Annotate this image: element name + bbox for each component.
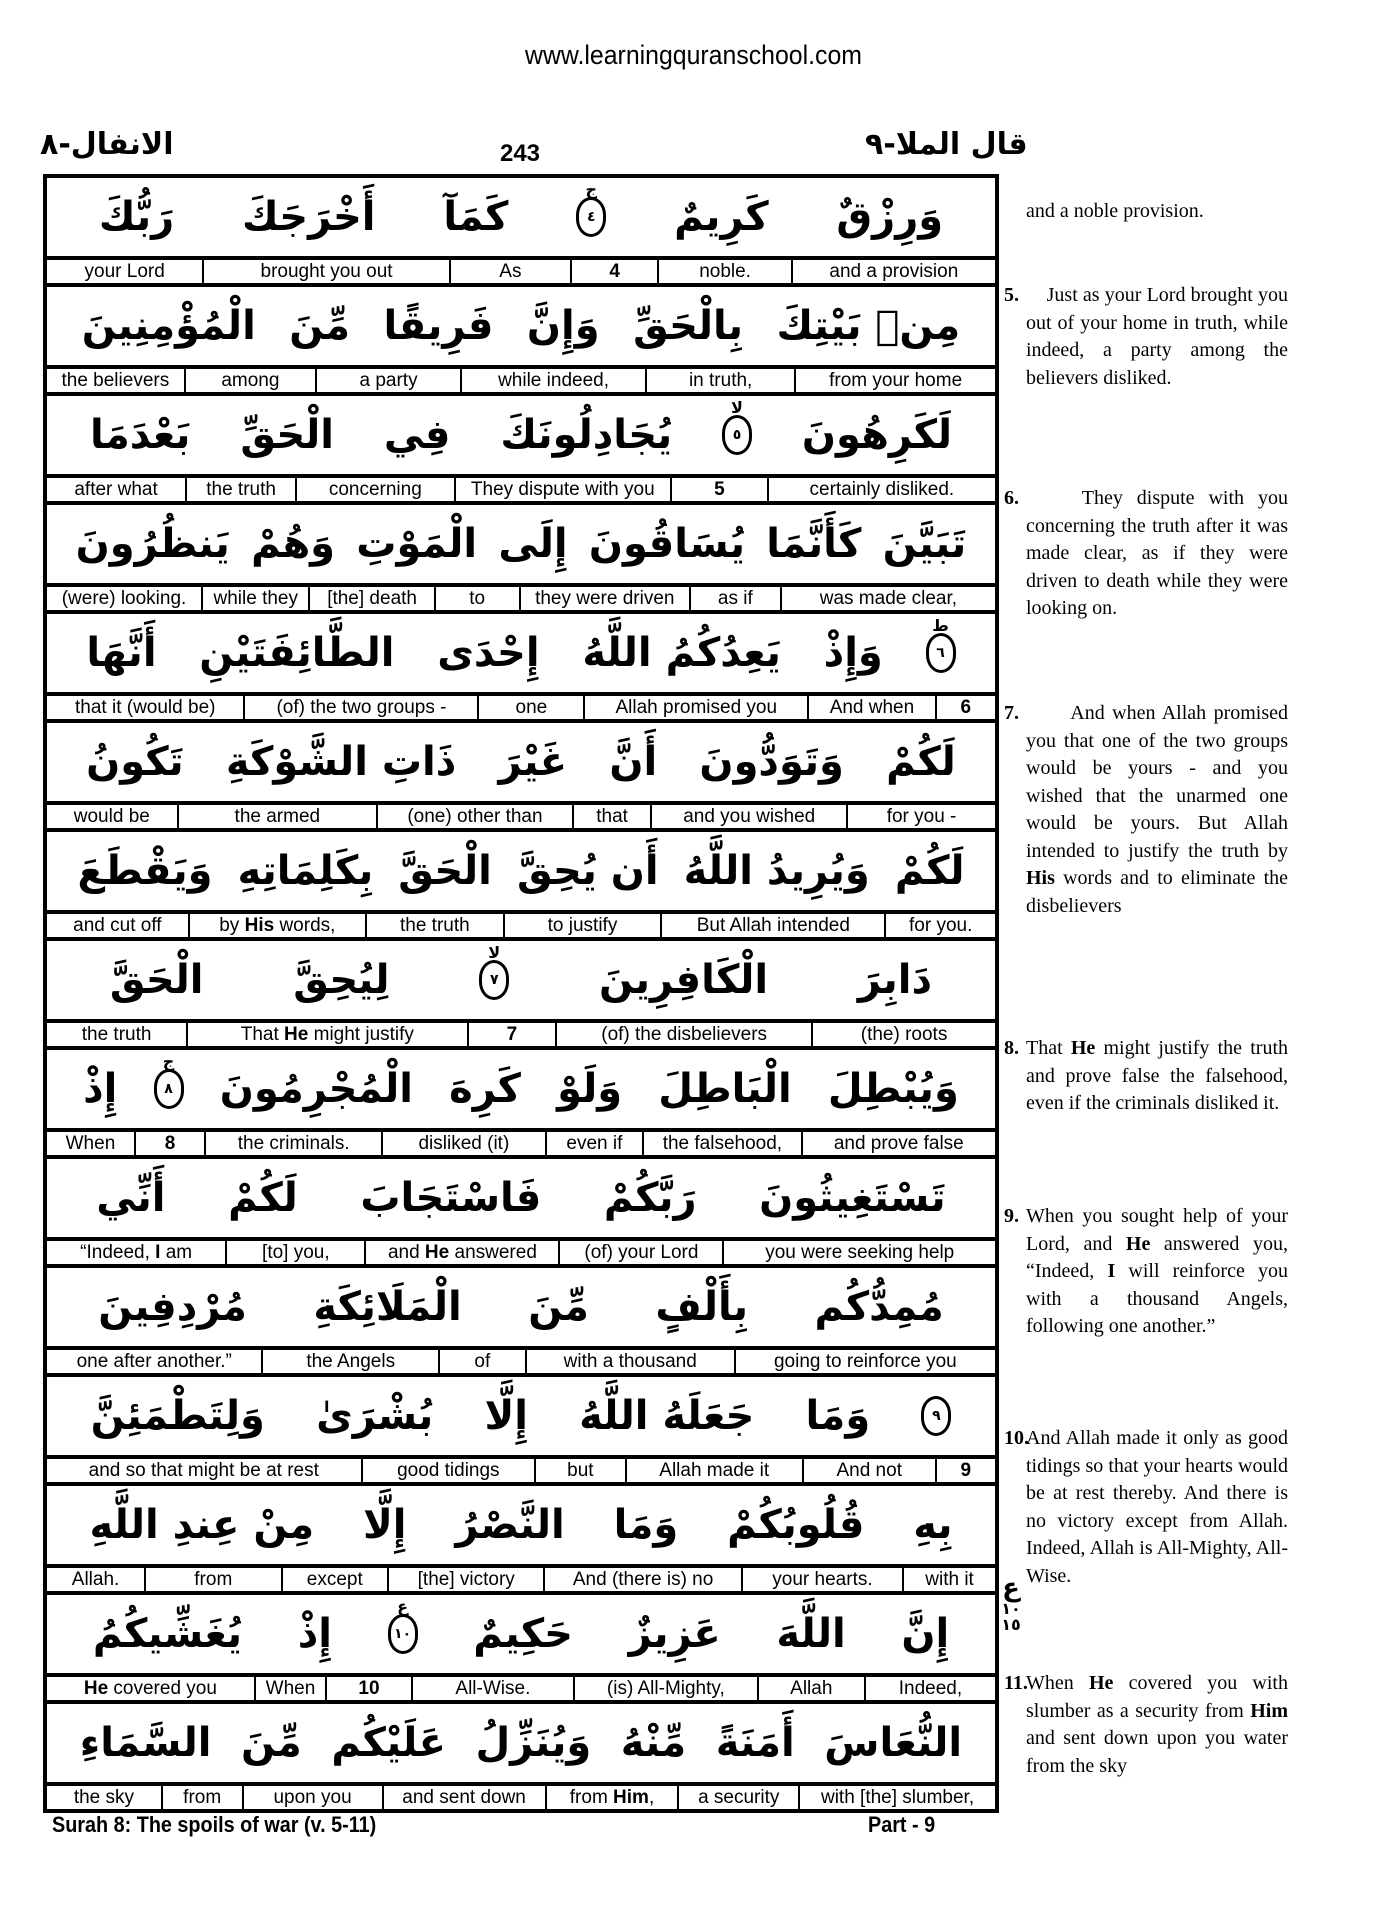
waqf-sign: لا <box>731 398 743 417</box>
arabic-row <box>47 1595 995 1677</box>
ruku-letter: ع <box>1002 1573 1020 1603</box>
gloss-cell: after what <box>74 478 158 500</box>
gloss-cell: would be <box>73 805 150 827</box>
gloss-cell: (one) other than <box>376 805 572 828</box>
arabic-word: النَّصْرُ <box>455 1502 565 1548</box>
gloss-cell: (the) roots <box>811 1023 995 1046</box>
gloss-cell: disliked (it) <box>381 1132 544 1155</box>
arabic-word: الْمُؤْمِنِينَ <box>81 303 256 349</box>
translation-text: They dispute with you concerning the truth after it was made clear, as if they were driven to death while they were looking on. <box>1026 487 1288 619</box>
translation-paragraph <box>1004 700 1288 920</box>
gloss-row <box>47 805 995 832</box>
arabic-word: الْمَلَائِكَةِ <box>313 1284 462 1330</box>
gloss-cell: your hearts. <box>741 1568 902 1591</box>
verse-number: 6. <box>1004 487 1019 509</box>
arabic-word: الْحَقِّ <box>240 412 334 458</box>
translation-paragraph <box>1004 1670 1288 1780</box>
arabic-word: بِكَلِمَاتِهِ <box>237 848 374 894</box>
gloss-cell: with a thousand <box>525 1350 734 1373</box>
gloss-row <box>47 696 995 723</box>
gloss-text: words, <box>274 914 336 936</box>
arabic-row <box>47 178 995 260</box>
gloss-ayah-number: 8 <box>134 1132 204 1155</box>
arabic-word: أَخْرَجَكَ <box>242 194 376 240</box>
arabic-word: قُلُوبُكُمْ <box>727 1502 865 1548</box>
arabic-word: تَبَيَّنَ <box>882 521 967 567</box>
gloss-ayah-number: 5 <box>670 478 767 501</box>
arabic-word: لِيُحِقَّ <box>293 957 390 1003</box>
gloss-ayah-number: 7 <box>467 1023 556 1046</box>
arabic-row <box>47 723 995 805</box>
translation-text: And Allah made it only as good tidings so that your hearts would be at rest thereby. And there is no victory except from Allah. Indeed, Allah is All-Mighty, All-Wise. <box>1026 1427 1288 1587</box>
gloss-cell: the criminals. <box>204 1132 381 1155</box>
arabic-word: لَكُمْ <box>228 1175 298 1221</box>
arabic-row <box>47 1050 995 1132</box>
gloss-row <box>47 1677 995 1704</box>
gloss-cell: (of) the disbelievers <box>555 1023 811 1046</box>
gloss-text: covered you <box>108 1677 217 1699</box>
gloss-cell: They dispute with you <box>454 478 670 501</box>
arabic-word: مِّنْهُ <box>620 1720 687 1766</box>
ayah-number-icon <box>154 1052 184 1109</box>
arabic-word: يُسَاقُونَ <box>588 521 745 567</box>
gloss-text: , <box>648 1786 655 1808</box>
arabic-word: وَإِذْ <box>823 630 883 676</box>
arabic-word: مُمِدُّكُم <box>814 1284 944 1330</box>
gloss-cell: as if <box>689 587 780 610</box>
gloss-cell: and sent down <box>382 1786 545 1809</box>
gloss-cell: going to reinforce you <box>734 1350 995 1373</box>
arabic-word: إِنَّ <box>901 1611 950 1657</box>
ayah-number: ١٠ <box>394 1626 412 1642</box>
translation-paragraph <box>1004 282 1288 392</box>
gloss-cell <box>47 1241 225 1264</box>
arabic-word: وَهُمْ <box>251 521 336 567</box>
arabic-word: جَعَلَهُ اللَّهُ <box>579 1393 755 1439</box>
ayah-number-icon <box>926 616 956 673</box>
gloss-cell <box>186 1023 466 1046</box>
gloss-cell: Indeed, <box>864 1677 995 1700</box>
gloss-cell: they were driven <box>519 587 689 610</box>
arabic-word: حَكِيمٌ <box>473 1611 573 1657</box>
arabic-word: يُغَشِّيكُمُ <box>92 1611 243 1657</box>
arabic-word: لَكُمْ <box>894 848 965 894</box>
gloss-cell: good tidings <box>361 1459 535 1482</box>
gloss-cell: with [the] slumber, <box>798 1786 995 1809</box>
gloss-cell <box>545 1786 678 1809</box>
arabic-word: اللَّهَ <box>776 1611 846 1657</box>
translation-text: And when Allah promised you that one of the two groups would be yours - and you wished that the unarmed one would be yours. But Allah intended to justify the truth by <box>1026 702 1288 862</box>
gloss-cell: from your home <box>794 369 995 392</box>
gloss-cell: that it (would be) <box>75 696 216 718</box>
gloss-cell <box>188 914 365 937</box>
gloss-cell: [the] victory <box>387 1568 543 1591</box>
gloss-cell: you were seeking help <box>722 1241 995 1264</box>
arabic-word: لَكُمْ <box>886 739 956 785</box>
gloss-cell: while they <box>201 587 308 610</box>
arabic-row <box>47 1704 995 1786</box>
arabic-word: أَنِّي <box>96 1175 166 1221</box>
arabic-word: كَأَنَّمَا <box>766 521 862 567</box>
gloss-cell <box>47 1677 254 1700</box>
gloss-cell: (of) the two groups - <box>243 696 477 719</box>
arabic-word: غَيْرَ <box>498 739 568 785</box>
arabic-word: تَكُونُ <box>86 739 184 785</box>
arabic-word: رَبُّكَ <box>98 194 175 240</box>
ayah-number: ٥ <box>732 427 742 443</box>
arabic-word: وَلِتَطْمَئِنَّ <box>90 1393 265 1439</box>
gloss-cell: the believers <box>61 369 170 391</box>
gloss-cell: except <box>281 1568 388 1591</box>
verse-number: 8. <box>1004 1037 1019 1059</box>
arabic-row <box>47 287 995 369</box>
gloss-text: and <box>387 1241 425 1263</box>
arabic-word: مِنۢ بَيْتِكَ <box>776 303 961 349</box>
verse-number: 11. <box>1004 1672 1028 1694</box>
arabic-word: وَتَوَدُّونَ <box>699 739 844 785</box>
arabic-word: وَيُرِيدُ اللَّهُ <box>683 848 870 894</box>
arabic-word: بِأَلْفٍ <box>655 1284 749 1330</box>
arabic-word: النُّعَاسَ <box>824 1720 963 1766</box>
gloss-cell: (is) All-Mighty, <box>573 1677 757 1700</box>
gloss-cell: for you. <box>884 914 995 937</box>
gloss-cell: of <box>438 1350 525 1373</box>
arabic-word: وَيُنَزِّلُ <box>475 1720 592 1766</box>
translation-text: When you sought help of your Lord, and <box>1026 1205 1288 1255</box>
gloss-cell: concerning <box>295 478 454 501</box>
arabic-row <box>47 1268 995 1350</box>
arabic-word: رَبَّكُمْ <box>603 1175 697 1221</box>
arabic-row <box>47 1486 995 1568</box>
arabic-word: وَلَوْ <box>557 1066 623 1112</box>
gloss-cell: noble. <box>657 260 790 283</box>
arabic-word: أَنَّهَا <box>86 630 157 676</box>
gloss-cell: with it <box>902 1568 995 1591</box>
arabic-word: إِلَّا <box>484 1393 528 1439</box>
gloss-cell: and you wished <box>650 805 846 828</box>
gloss-cell: the truth <box>185 478 295 501</box>
gloss-text: am <box>160 1241 193 1263</box>
gloss-cell: All-Wise. <box>411 1677 573 1700</box>
verse-number: 5. <box>1004 284 1019 306</box>
arabic-word: يَنظُرُونَ <box>75 521 230 567</box>
gloss-cell: and a provision <box>791 260 995 283</box>
arabic-word: إِلَّا <box>363 1502 407 1548</box>
gloss-cell: for you - <box>846 805 995 828</box>
gloss-cell: a party <box>315 369 460 392</box>
arabic-word: أَنَّ <box>609 739 658 785</box>
arabic-word: الْمُجْرِمُونَ <box>219 1066 413 1112</box>
translation-bold-text: Him <box>1250 1699 1288 1722</box>
ruku-marker <box>997 1575 1025 1633</box>
gloss-cell: and cut off <box>73 914 162 936</box>
arabic-word: الْحَقَّ <box>109 957 204 1003</box>
arabic-word: وَمَا <box>805 1393 871 1439</box>
arabic-word: وَيَقْطَعَ <box>77 848 213 894</box>
gloss-cell: brought you out <box>202 260 448 283</box>
translation-text: might justify the truth and prove false the falsehood, even if the criminals disliked it. <box>1026 1037 1288 1114</box>
gloss-cell: in truth, <box>645 369 794 392</box>
gloss-cell: And not <box>802 1459 935 1482</box>
gloss-cell: was made clear, <box>780 587 995 610</box>
arabic-word: فَرِيقًا <box>383 303 494 349</box>
gloss-cell: even if <box>545 1132 643 1155</box>
arabic-word: لَكَرِهُونَ <box>801 412 952 458</box>
arabic-row <box>47 1159 995 1241</box>
translation-bold-text: His <box>1026 867 1055 889</box>
verse-number: 7. <box>1004 702 1019 724</box>
arabic-row <box>47 614 995 696</box>
arabic-word: بُشْرَىٰ <box>316 1393 434 1439</box>
arabic-row <box>47 832 995 914</box>
arabic-word: بِهِ <box>913 1502 953 1548</box>
gloss-text: answered <box>449 1241 537 1263</box>
gloss-cell: to justify <box>503 914 661 937</box>
gloss-row <box>47 478 995 505</box>
waqf-sign: ج <box>162 1052 175 1071</box>
gloss-cell: (were) looking. <box>61 587 187 609</box>
gloss-cell: while indeed, <box>460 369 645 392</box>
gloss-ayah-number: 10 <box>325 1677 411 1700</box>
gloss-cell: and prove false <box>801 1132 995 1155</box>
arabic-word: مِّنَ <box>289 303 351 349</box>
waqf-sign: ع <box>397 1597 409 1616</box>
surah-name-arabic: الانفال-٨ <box>40 127 174 162</box>
ayah-number-icon <box>479 943 509 1000</box>
gloss-row <box>47 1459 995 1486</box>
translation-text: words and to eliminate the disbelievers <box>1026 867 1288 917</box>
word-by-word-table <box>43 174 999 1813</box>
gloss-cell: but <box>534 1459 624 1482</box>
ruku-number: ١٠ <box>1001 1599 1021 1618</box>
gloss-row <box>47 1023 995 1050</box>
gloss-bold-text: He <box>424 1241 450 1263</box>
gloss-text: from <box>569 1786 614 1808</box>
arabic-row <box>47 941 995 1023</box>
arabic-word: ذَاتِ الشَّوْكَةِ <box>225 739 457 785</box>
gloss-cell: the armed <box>177 805 376 828</box>
footer-surah-title: Surah 8: The spoils of war (v. 5-11) <box>52 1812 377 1837</box>
arabic-word: إِذْ <box>83 1066 118 1112</box>
arabic-word: وَمَا <box>613 1502 679 1548</box>
gloss-cell: Allah. <box>71 1568 120 1590</box>
arabic-word: مُرْدِفِينَ <box>98 1284 247 1330</box>
arabic-word: بَعْدَمَا <box>89 412 191 458</box>
gloss-cell: [the] death <box>308 587 433 610</box>
gloss-cell: (of) your Lord <box>558 1241 722 1264</box>
gloss-ayah-number: 4 <box>570 260 657 283</box>
gloss-cell: one after another.” <box>76 1350 232 1372</box>
gloss-cell: and so that might be at rest <box>88 1459 319 1481</box>
gloss-cell: Allah promised you <box>583 696 807 719</box>
gloss-row <box>47 369 995 396</box>
footer-part: Part - 9 <box>868 1812 936 1837</box>
juz-name-arabic: قال الملا-٩ <box>865 127 1028 162</box>
arabic-word: الْبَاطِلَ <box>658 1066 792 1112</box>
ayah-number: ٤ <box>586 209 596 225</box>
waqf-sign: ج <box>585 180 598 199</box>
ayah-number-icon <box>722 398 752 455</box>
gloss-cell: the sky <box>73 1786 135 1808</box>
page-number: 243 <box>499 140 541 167</box>
arabic-word: كَمَآ <box>443 194 509 240</box>
translation-text: answered you, “Indeed, <box>1026 1232 1288 1282</box>
waqf-sign: ط <box>932 616 949 635</box>
arabic-word: دَابِرَ <box>857 957 933 1003</box>
arabic-word: الْكَافِرِينَ <box>599 957 769 1003</box>
gloss-cell: to <box>434 587 519 610</box>
gloss-cell: [to] you, <box>225 1241 364 1264</box>
arabic-word: أَمَنَةً <box>715 1720 795 1766</box>
gloss-cell: among <box>184 369 315 392</box>
arabic-row <box>47 1377 995 1459</box>
gloss-row <box>47 1132 995 1159</box>
gloss-bold-text: I <box>155 1241 161 1263</box>
translation-bold-text: He <box>1125 1232 1151 1255</box>
translation-paragraph <box>1004 1035 1288 1118</box>
ayah-number: ٨ <box>164 1081 173 1097</box>
arabic-word: وَرِزْقٌ <box>836 194 944 240</box>
arabic-word: مِّنَ <box>241 1720 302 1766</box>
verse-number: 10. <box>1004 1427 1029 1449</box>
website-url[interactable]: www.learningquranschool.com <box>525 40 862 70</box>
gloss-cell: one <box>477 696 583 719</box>
ayah-number: ٧ <box>489 972 499 988</box>
verse-number: 9. <box>1004 1205 1019 1227</box>
arabic-word: عَزِيزٌ <box>628 1611 721 1657</box>
arabic-word: الطَّائِفَتَيْنِ <box>199 630 395 676</box>
arabic-word: كَرِهَ <box>449 1066 521 1112</box>
ayah-number-icon <box>921 1396 951 1436</box>
gloss-bold-text: His <box>244 914 275 936</box>
gloss-text: by <box>219 914 245 936</box>
gloss-cell: As <box>449 260 570 283</box>
translation-bold-text: I <box>1107 1260 1116 1282</box>
translation-bold-text: He <box>1089 1672 1114 1694</box>
gloss-cell: And (there is) no <box>543 1568 740 1591</box>
arabic-row <box>47 505 995 587</box>
gloss-bold-text: He <box>284 1023 309 1045</box>
arabic-word: الْحَقَّ <box>398 848 492 894</box>
gloss-row <box>47 914 995 941</box>
gloss-cell: Allah <box>757 1677 864 1700</box>
gloss-cell: a security <box>677 1786 798 1809</box>
gloss-row <box>47 1350 995 1377</box>
ayah-number-icon <box>576 180 606 237</box>
translation-text: That <box>1026 1037 1071 1059</box>
arabic-word: بِالْحَقِّ <box>633 303 744 349</box>
gloss-bold-text: He <box>83 1677 109 1699</box>
arabic-word: إِذْ <box>297 1611 332 1657</box>
arabic-word: عَلَيْكُم <box>331 1720 446 1766</box>
translation-paragraph <box>1004 485 1288 623</box>
arabic-word: وَيُبْطِلَ <box>827 1066 959 1112</box>
gloss-cell: from <box>161 1786 242 1809</box>
arabic-word: فِي <box>383 412 451 458</box>
gloss-cell: But Allah intended <box>660 914 884 937</box>
arabic-row <box>47 396 995 478</box>
translation-text: Just as your Lord brought you out of your home in truth, while indeed, a party among the believers disliked. <box>1026 284 1288 389</box>
gloss-cell: the truth <box>365 914 503 937</box>
gloss-cell: the Angels <box>261 1350 438 1373</box>
gloss-cell: that <box>572 805 651 828</box>
translation-paragraph <box>1026 198 1288 226</box>
ayah-number: ٩ <box>932 1408 941 1424</box>
gloss-ayah-number: 9 <box>935 1459 995 1482</box>
ruku-total: ١٥ <box>1001 1615 1021 1634</box>
translation-bold-text: He <box>1070 1037 1096 1059</box>
translation-paragraph <box>1004 1425 1288 1590</box>
arabic-word: السَّمَاءِ <box>79 1720 212 1766</box>
gloss-row <box>47 1568 995 1595</box>
translation-text: and sent down upon you water from the sky <box>1026 1727 1288 1777</box>
gloss-cell: And when <box>807 696 934 719</box>
gloss-cell: upon you <box>242 1786 382 1809</box>
gloss-text: That <box>240 1023 285 1045</box>
arabic-word: يُجَادِلُونَكَ <box>500 412 673 458</box>
gloss-cell <box>364 1241 558 1264</box>
gloss-text: “Indeed, <box>80 1241 156 1263</box>
translation-text: covered you with slumber as a security from <box>1026 1672 1288 1722</box>
gloss-row <box>47 1241 995 1268</box>
arabic-word: وَإِنَّ <box>526 303 600 349</box>
arabic-word: يَعِدُكُمُ اللَّهُ <box>582 630 781 676</box>
gloss-text: might justify <box>308 1023 414 1045</box>
gloss-cell: When <box>65 1132 116 1154</box>
arabic-word: إِلَى <box>498 521 568 567</box>
arabic-word: مِّنَ <box>528 1284 589 1330</box>
gloss-row <box>47 260 995 287</box>
arabic-word: كَرِيمٌ <box>674 194 769 240</box>
arabic-word: الْمَوْتِ <box>356 521 478 567</box>
gloss-row <box>47 587 995 614</box>
ayah-number: ٦ <box>936 645 945 661</box>
translation-paragraph <box>1004 1203 1288 1341</box>
gloss-bold-text: Him <box>613 1786 649 1808</box>
gloss-cell: certainly disliked. <box>767 478 995 501</box>
arabic-word: مِنْ عِندِ اللَّهِ <box>89 1502 315 1548</box>
arabic-word: تَسْتَغِيثُونَ <box>759 1175 946 1221</box>
gloss-cell: Allah made it <box>625 1459 802 1482</box>
translation-text: will reinforce you with a thousand Angels, following one another.” <box>1026 1260 1288 1337</box>
arabic-word: أَن يُحِقَّ <box>516 848 659 894</box>
gloss-cell: the falsehood, <box>642 1132 800 1155</box>
translation-text: When <box>1026 1672 1089 1694</box>
waqf-sign: لا <box>488 943 501 962</box>
arabic-word: فَاسْتَجَابَ <box>360 1175 542 1221</box>
gloss-cell: from <box>144 1568 280 1591</box>
gloss-row <box>47 1786 995 1809</box>
translation-text: and a noble provision. <box>1026 200 1204 222</box>
gloss-cell: the truth <box>81 1023 152 1045</box>
arabic-word: إِحْدَى <box>437 630 540 676</box>
gloss-cell: your Lord <box>84 260 165 282</box>
gloss-ayah-number: 6 <box>935 696 995 719</box>
ayah-number-icon <box>388 1597 418 1654</box>
gloss-cell: When <box>254 1677 325 1700</box>
